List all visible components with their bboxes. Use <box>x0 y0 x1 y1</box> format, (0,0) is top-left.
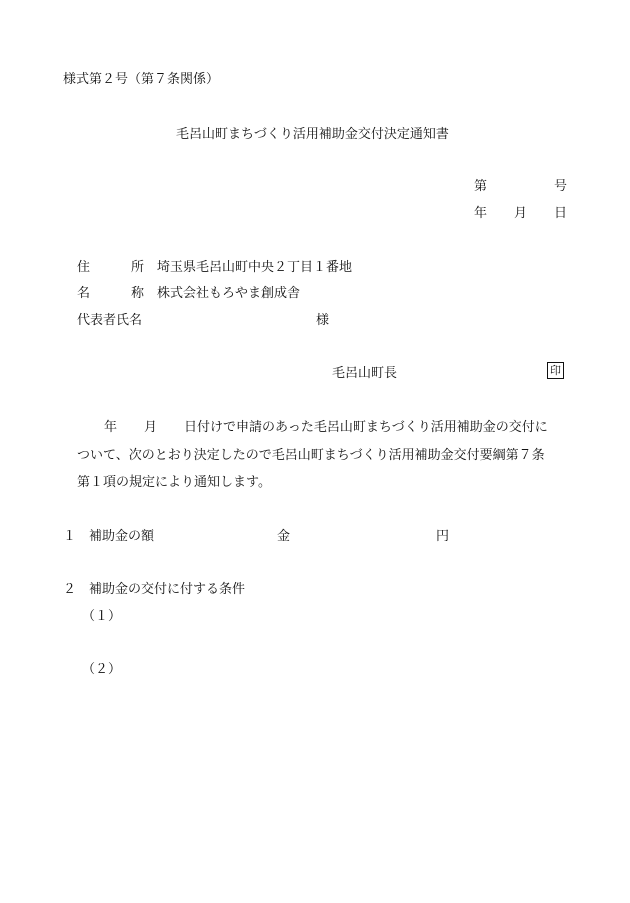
address-label-1: 住 <box>77 260 91 275</box>
seal-mark: 印 <box>547 362 564 379</box>
body-line-3: 第１項の規定により通知します。 <box>77 475 271 490</box>
item-2-label: ２ 補助金の交付に付する条件 <box>63 582 246 597</box>
doc-number-go: 号 <box>554 179 568 194</box>
name-label-1: 名 <box>77 286 91 301</box>
item-2-sub-1: （１） <box>82 609 122 624</box>
form-number: 様式第２号（第７条関係） <box>63 72 220 87</box>
representative-label: 代表者氏名 <box>77 313 143 328</box>
body-line-1: 日付けで申請のあった毛呂山町まちづくり活用補助金の交付に <box>184 420 548 435</box>
name-value: 株式会社もろやま創成舎 <box>157 286 301 301</box>
address-label-2: 所 <box>131 260 145 275</box>
issuer-title: 毛呂山町長 <box>332 366 398 381</box>
item-1-yen: 円 <box>436 529 450 544</box>
honorific: 様 <box>316 313 330 328</box>
item-1-kin: 金 <box>277 529 291 544</box>
document-title: 毛呂山町まちづくり活用補助金交付決定通知書 <box>176 127 449 142</box>
body-line-2: ついて、次のとおり決定したので毛呂山町まちづくり活用補助金交付要綱第７条 <box>77 448 545 463</box>
doc-date-day: 日 <box>554 206 568 221</box>
address-value: 埼玉県毛呂山町中央２丁目１番地 <box>157 260 353 275</box>
doc-date-month: 月 <box>514 206 528 221</box>
item-2-sub-2: （２） <box>82 662 122 677</box>
doc-date-year: 年 <box>474 206 488 221</box>
item-1-label: １ 補助金の額 <box>63 529 155 544</box>
name-label-2: 称 <box>131 286 145 301</box>
doc-number-dai: 第 <box>474 179 488 194</box>
body-month: 月 <box>144 420 158 435</box>
body-year: 年 <box>104 420 118 435</box>
